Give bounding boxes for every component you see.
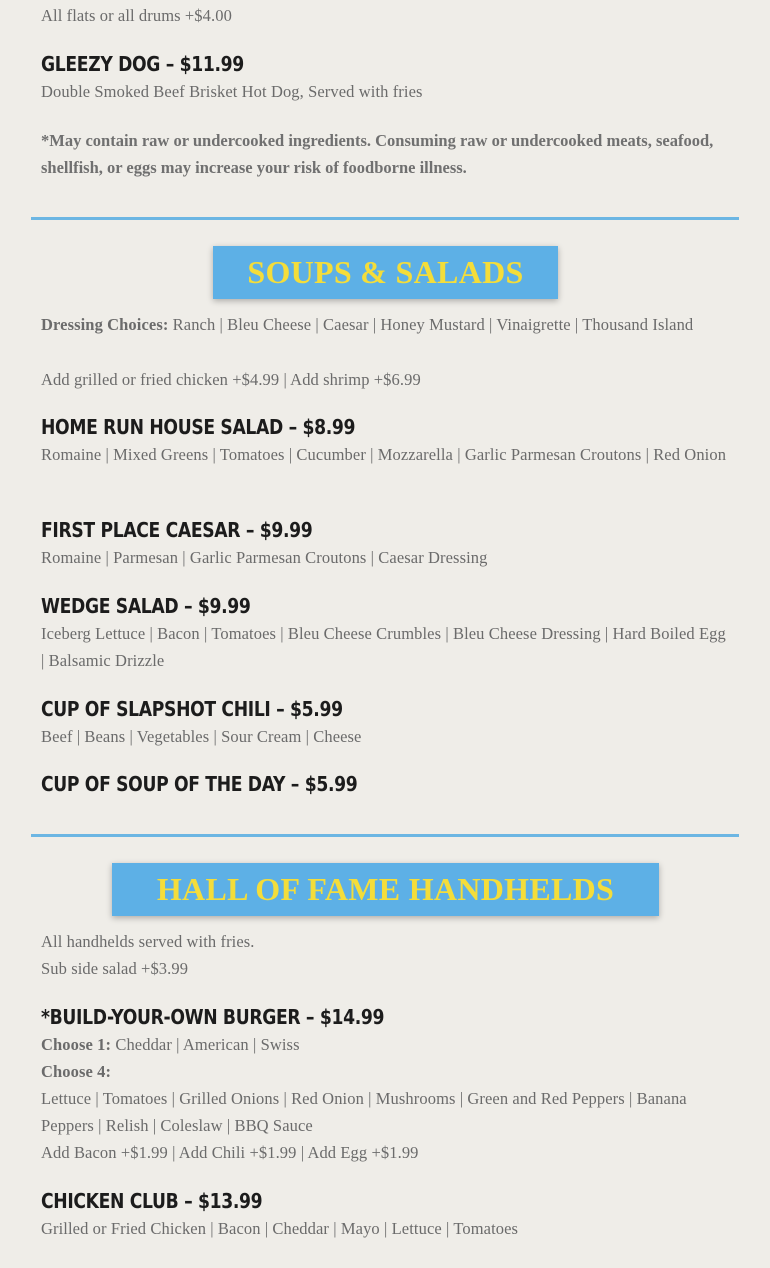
item-desc-house-salad: Romaine | Mixed Greens | Tomatoes | Cucumber | Mozzarella | Garlic Parmesan Croutons | Red Onion	[41, 445, 727, 464]
item-desc-wedge-salad: Iceberg Lettuce | Bacon | Tomatoes | Bleu Cheese Crumbles | Bleu Cheese Dressing | Hard Boiled Egg | Balsamic Drizzle	[41, 624, 726, 670]
burger-cheese-choice	[41, 1031, 730, 1058]
item-desc-caesar: Romaine | Parmesan | Garlic Parmesan Croutons | Caesar Dressing	[41, 548, 488, 567]
flats-drums-addon: All flats or all drums +$4.00	[41, 6, 232, 25]
item-title-gleezy-dog: GLEEZY DOG – $11.99	[41, 52, 244, 76]
handhelds-fries-note: All handhelds served with fries.	[41, 932, 255, 951]
dressing-choices	[41, 311, 730, 338]
section-divider	[31, 834, 739, 837]
burger-addons: Add Bacon +$1.99 | Add Chili +$1.99 | Add Egg +$1.99	[41, 1143, 419, 1162]
item-title-chicken-club: CHICKEN CLUB – $13.99	[41, 1189, 263, 1213]
dressing-choices-label: Dressing Choices:	[41, 315, 169, 334]
item-title-caesar: FIRST PLACE CAESAR – $9.99	[41, 518, 313, 542]
section-heading-soups-salads: SOUPS & SALADS	[213, 246, 558, 299]
burger-toppings-choice	[41, 1058, 730, 1085]
item-title-wedge-salad: WEDGE SALAD – $9.99	[41, 594, 251, 618]
section-divider	[31, 217, 739, 220]
choose-1-label: Choose 1:	[41, 1035, 112, 1054]
item-title-chili: CUP OF SLAPSHOT CHILI – $5.99	[41, 697, 343, 721]
choose-4-label: Choose 4:	[41, 1062, 112, 1081]
item-title-house-salad: HOME RUN HOUSE SALAD – $8.99	[41, 415, 356, 439]
dressing-choices-list: Ranch | Bleu Cheese | Caesar | Honey Mustard | Vinaigrette | Thousand Island	[168, 315, 694, 334]
burger-toppings-list: Lettuce | Tomatoes | Grilled Onions | Red Onion | Mushrooms | Green and Red Peppers | Banana Peppers | Relish | Coleslaw | BBQ Sauce	[41, 1089, 687, 1135]
section-heading-handhelds: HALL OF FAME HANDHELDS	[112, 863, 659, 916]
item-desc-chicken-club: Grilled or Fried Chicken | Bacon | Cheddar | Mayo | Lettuce | Tomatoes	[41, 1219, 519, 1238]
item-title-burger: *BUILD-YOUR-OWN BURGER – $14.99	[41, 1005, 385, 1029]
item-desc-chili: Beef | Beans | Vegetables | Sour Cream | Cheese	[41, 727, 362, 746]
food-safety-disclaimer: *May contain raw or undercooked ingredients. Consuming raw or undercooked meats, seafood, shellfish, or eggs may increase your risk of foodborne illness.	[41, 131, 714, 177]
cheese-options: Cheddar | American | Swiss	[111, 1035, 300, 1054]
salad-protein-addons: Add grilled or fried chicken +$4.99 | Add shrimp +$6.99	[41, 370, 421, 389]
item-desc-gleezy-dog: Double Smoked Beef Brisket Hot Dog, Served with fries	[41, 82, 423, 101]
item-title-soup-of-day: CUP OF SOUP OF THE DAY – $5.99	[41, 772, 358, 796]
handhelds-side-salad-note: Sub side salad +$3.99	[41, 959, 189, 978]
